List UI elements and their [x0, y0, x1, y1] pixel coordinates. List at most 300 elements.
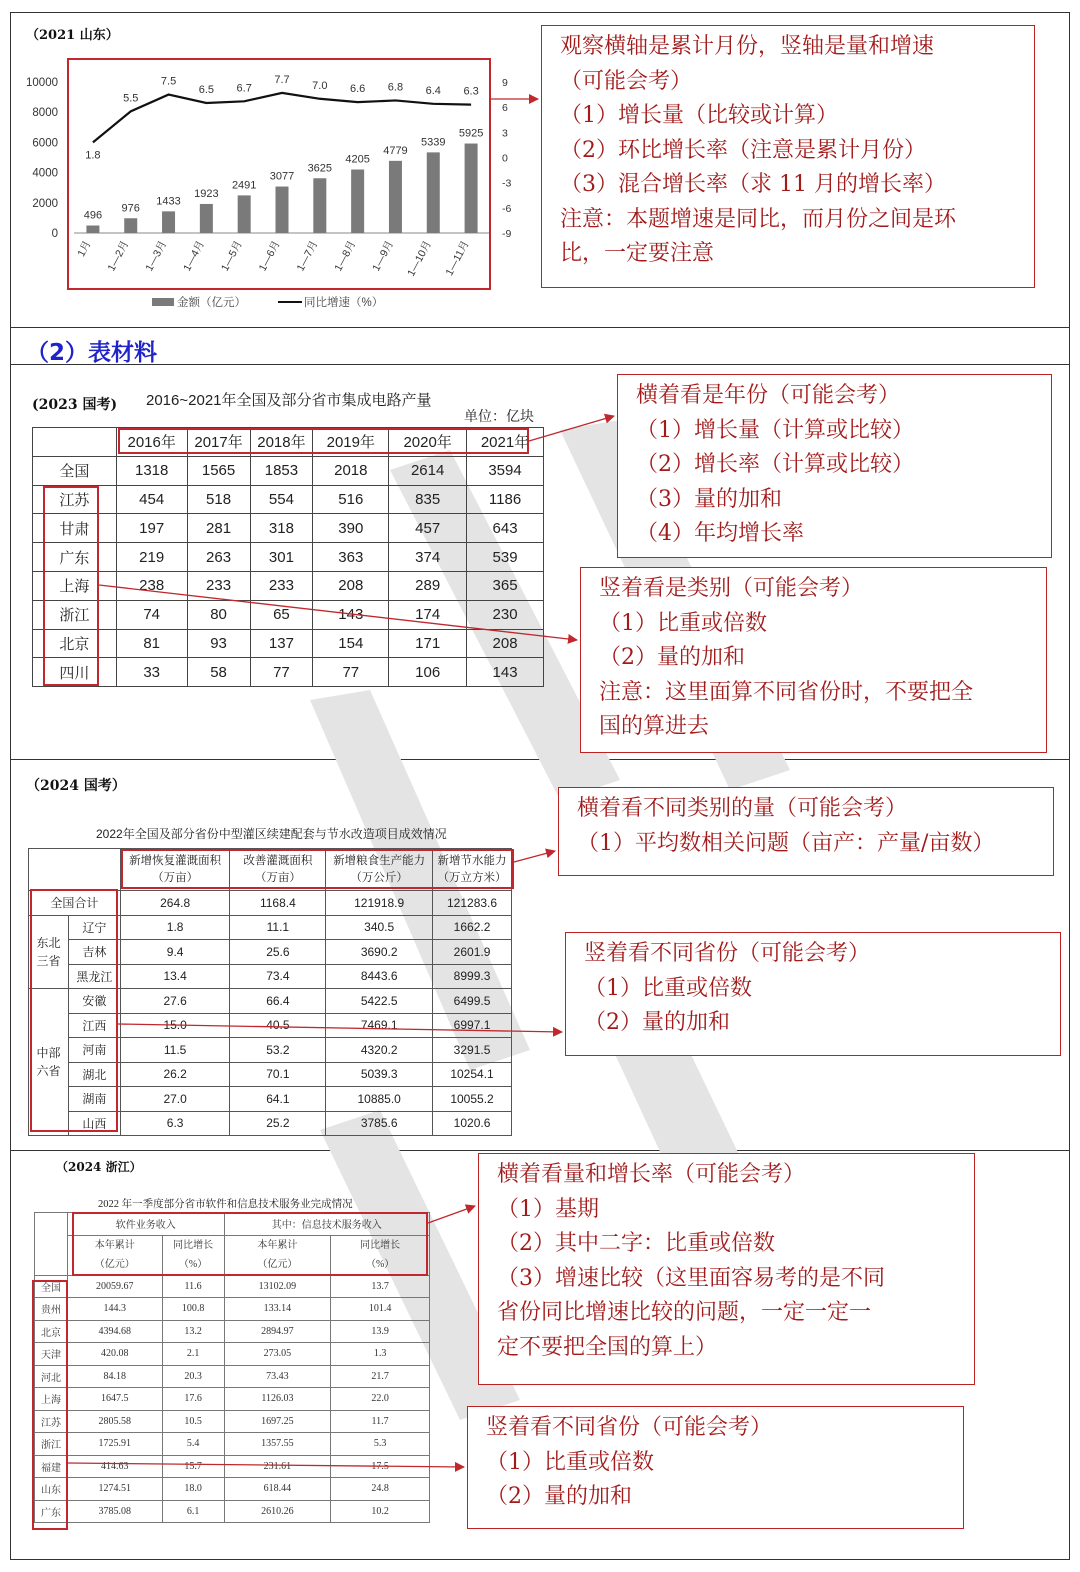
bar-value-label: 2491	[231, 179, 257, 192]
table-row	[35, 1320, 430, 1343]
table-cell: 22.0	[331, 1388, 430, 1411]
table-cell: 289	[389, 571, 467, 600]
table-cell: 5039.3	[326, 1062, 433, 1087]
table-cell: 1168.4	[230, 891, 326, 916]
table-title: 2016~2021年全国及部分省市集成电路产量	[146, 392, 432, 409]
table-row	[33, 514, 544, 543]
source-tag: (2023 国考)	[32, 397, 118, 413]
right-tick-label: 3	[502, 127, 508, 140]
line-value-label: 7.5	[160, 75, 177, 88]
note-line: 横着看不同类别的量（可能会考）	[577, 796, 908, 821]
table-cell: 1.3	[331, 1343, 430, 1366]
category-label: 1月	[75, 238, 94, 259]
table-unit: 单位：亿块	[464, 408, 534, 424]
category-label: 1—8月	[332, 238, 359, 274]
table-cell: 17.5	[331, 1455, 430, 1478]
table-cell: 121918.9	[326, 891, 433, 916]
row-label: 四川	[33, 658, 117, 687]
annotation-note	[617, 374, 1052, 558]
category-label: 1—7月	[294, 238, 321, 274]
table-cell: 1357.55	[224, 1433, 331, 1456]
annotation-note	[565, 932, 1061, 1056]
note-line: （1）增长量（比较或计算）	[560, 103, 838, 128]
note-line: 省份同比增速比较的问题，一定一定一	[497, 1300, 872, 1325]
source-tag: （2024 浙江）	[56, 1160, 142, 1174]
table-cell: 73.4	[230, 964, 326, 989]
table-cell: 230	[467, 600, 544, 629]
table-cell: 1853	[250, 456, 313, 485]
table-row	[33, 658, 544, 687]
header-line: （万亩）	[152, 871, 199, 884]
note-line: 注意：这里面算不同省份时，不要把全	[599, 679, 974, 705]
table-row	[35, 1455, 430, 1478]
table-cell: 5.4	[162, 1433, 224, 1456]
table-cell: 15.0	[120, 1013, 230, 1038]
header-line: （亿元）	[94, 1259, 135, 1270]
table-cell: 2614	[389, 456, 467, 485]
table-cell: 171	[389, 629, 467, 658]
table-row	[33, 456, 544, 485]
table-cell: 2601.9	[433, 940, 512, 965]
category-label: 1—3月	[143, 238, 170, 274]
line-value-label: 6.8	[387, 81, 404, 94]
table-cell: 1697.25	[224, 1410, 331, 1433]
note-line: （2）量的加和	[486, 1484, 632, 1509]
table-cell: 11.1	[230, 915, 326, 940]
table-cell: 80	[187, 600, 250, 629]
group-label-line: 三省	[36, 953, 61, 968]
table-cell: 26.2	[120, 1062, 230, 1087]
table-cell: 1662.2	[433, 915, 512, 940]
note-line: （2）增长率（计算或比较）	[636, 452, 914, 477]
table-cell: 3785.08	[67, 1500, 162, 1523]
annotation-note	[541, 25, 1035, 288]
table-cell: 273.05	[224, 1343, 331, 1366]
highlight-box	[32, 1280, 68, 1530]
column-header: 2016年	[116, 428, 187, 457]
note-line: 竖着看是类别（可能会考）	[599, 576, 864, 601]
header-line: 新增粮食生产能力	[333, 854, 426, 867]
table-cell: 4320.2	[326, 1038, 433, 1063]
table-cell: 7469.1	[326, 1013, 433, 1038]
table-cell: 1565	[187, 456, 250, 485]
note-line: （2）量的加和	[599, 645, 745, 670]
bar-value-label: 5339	[421, 136, 446, 149]
table-cell: 100.8	[162, 1298, 224, 1321]
left-tick-label: 0	[51, 228, 58, 240]
table-cell: 27.6	[120, 989, 230, 1014]
left-tick-label: 4000	[32, 167, 58, 180]
table-row	[35, 1478, 430, 1501]
row-label: 江苏	[33, 485, 117, 514]
note-line: 比，一定要注意	[560, 241, 715, 266]
table-cell: 3291.5	[433, 1038, 512, 1063]
highlight-box	[118, 428, 529, 454]
note-line: （1）增长量（计算或比较）	[636, 417, 914, 443]
table-cell: 2610.26	[224, 1500, 331, 1523]
table-cell: 77	[313, 658, 389, 687]
row-label: 辽宁	[68, 915, 120, 940]
category-label: 1—9月	[370, 238, 397, 274]
table-cell: 2894.97	[224, 1320, 331, 1343]
left-tick-label: 8000	[32, 107, 58, 120]
row-label: 上海	[35, 1388, 68, 1411]
table-cell: 6499.5	[433, 989, 512, 1014]
highlight-box	[43, 486, 99, 686]
corner-cell	[35, 1213, 68, 1276]
table-row	[33, 485, 544, 514]
note-line: （3）量的加和	[636, 486, 782, 512]
table-cell: 25.6	[230, 940, 326, 965]
category-label: 1—2月	[105, 238, 132, 274]
table-cell: 84.18	[67, 1365, 162, 1388]
note-line: （可能会考）	[560, 68, 693, 94]
table-cell: 197	[116, 514, 187, 543]
line-value-label: 6.3	[463, 85, 479, 98]
row-label: 福建	[35, 1455, 68, 1478]
table-cell: 233	[187, 571, 250, 600]
header-line: （万公斤）	[350, 871, 408, 884]
highlight-box	[67, 58, 491, 290]
table-cell: 15.7	[162, 1455, 224, 1478]
line-value-label: 6.7	[236, 82, 252, 95]
row-label: 山东	[35, 1478, 68, 1501]
note-line: 国的算进去	[599, 714, 710, 739]
row-label: 江苏	[35, 1410, 68, 1433]
source-tag: （2021 山东）	[26, 28, 119, 43]
bar-value-label: 1923	[194, 187, 219, 200]
bar-value-label: 1433	[156, 195, 181, 208]
table-cell: 10.2	[331, 1500, 430, 1523]
table-cell: 365	[467, 571, 544, 600]
row-label: 全国	[35, 1275, 68, 1298]
table-row	[33, 600, 544, 629]
header-line: （%）	[365, 1259, 395, 1270]
note-line: 横着看量和增长率（可能会考）	[497, 1162, 806, 1187]
table-title: 2022 年一季度部分省市软件和信息技术服务业完成情况	[98, 1199, 353, 1210]
left-tick-label: 2000	[32, 197, 58, 210]
bar-value-label: 3625	[307, 162, 333, 175]
table-cell: 25.2	[230, 1111, 326, 1136]
group-header: 软件业务收入	[67, 1213, 224, 1236]
table-cell: 420.08	[67, 1343, 162, 1366]
table-cell: 174	[389, 600, 467, 629]
row-label: 河南	[68, 1038, 120, 1063]
note-line: （3）混合增长率（求 11 月的增长率）	[560, 172, 946, 197]
table-cell: 219	[116, 543, 187, 572]
header-line: （万立方米）	[437, 871, 507, 884]
table-cell: 106	[389, 658, 467, 687]
row-label: 全国合计	[29, 891, 121, 916]
table-cell: 13.9	[331, 1320, 430, 1343]
table-cell: 11.7	[331, 1410, 430, 1433]
row-label: 全国	[33, 456, 117, 485]
table-cell: 137	[250, 629, 313, 658]
line-value-label: 5.5	[123, 92, 139, 105]
note-line: 横着看是年份（可能会考）	[636, 383, 901, 408]
line-value-label: 6.4	[425, 84, 441, 97]
header-line: （%）	[178, 1259, 208, 1270]
table-cell: 33	[116, 658, 187, 687]
table-cell: 4394.68	[67, 1320, 162, 1343]
category-label: 1—6月	[256, 238, 283, 274]
table-cell: 11.5	[120, 1038, 230, 1063]
table-row	[35, 1275, 430, 1298]
note-line: （1）比重或倍数	[599, 610, 767, 636]
ic-production-table	[32, 427, 544, 687]
table-cell: 208	[467, 629, 544, 658]
header-line: 新增恢复灌溉面积	[129, 854, 222, 867]
table-cell: 20.3	[162, 1365, 224, 1388]
line-value-label: 7.7	[274, 73, 290, 86]
table-cell: 143	[313, 600, 389, 629]
row-label: 贵州	[35, 1298, 68, 1321]
right-tick-label: -6	[502, 202, 512, 215]
table-cell: 154	[313, 629, 389, 658]
table-cell: 264.8	[120, 891, 230, 916]
table-cell: 454	[116, 485, 187, 514]
table-cell: 457	[389, 514, 467, 543]
table-cell: 1318	[116, 456, 187, 485]
note-line: 竖着看不同省份（可能会考）	[486, 1415, 773, 1440]
table-cell: 8999.3	[433, 964, 512, 989]
section-heading: （2）表材料	[26, 340, 158, 366]
row-label: 上海	[33, 571, 117, 600]
table-cell: 74	[116, 600, 187, 629]
header-line: 本年累计	[94, 1240, 135, 1251]
table-cell: 144.3	[67, 1298, 162, 1321]
note-line: （1）基期	[497, 1196, 599, 1222]
right-tick-label: 6	[502, 102, 508, 115]
bar-value-label: 4205	[345, 153, 370, 166]
table-cell: 18.0	[162, 1478, 224, 1501]
table-cell: 9.4	[120, 940, 230, 965]
table-row	[35, 1410, 430, 1433]
table-cell: 17.6	[162, 1388, 224, 1411]
column-header: 2021年	[467, 428, 544, 457]
table-cell: 5.3	[331, 1433, 430, 1456]
row-label: 甘肃	[33, 514, 117, 543]
table-cell: 133.14	[224, 1298, 331, 1321]
note-line: （2）其中二字：比重或倍数	[497, 1231, 775, 1256]
table-cell: 2018	[313, 456, 389, 485]
row-label: 山西	[68, 1111, 120, 1136]
row-label: 北京	[33, 629, 117, 658]
note-line: （4）年均增长率	[636, 521, 804, 546]
highlight-box	[72, 1212, 428, 1276]
category-label: 1—5月	[218, 238, 245, 274]
row-label: 浙江	[35, 1433, 68, 1456]
header-line: （亿元）	[257, 1259, 298, 1270]
right-tick-label: 9	[502, 77, 508, 89]
line-value-label: 1.8	[85, 149, 101, 162]
table-cell: 208	[313, 571, 389, 600]
table-cell: 233	[250, 571, 313, 600]
table-cell: 5422.5	[326, 989, 433, 1014]
annotation-note	[558, 787, 1054, 876]
header-line: 改善灌溉面积	[243, 854, 313, 867]
bar-value-label: 976	[121, 202, 140, 215]
table-cell: 539	[467, 543, 544, 572]
note-line: 定不要把全国的算上）	[497, 1334, 718, 1360]
table-cell: 121283.6	[433, 891, 512, 916]
table-cell: 40.5	[230, 1013, 326, 1038]
legend-label: 金额（亿元）	[177, 297, 246, 309]
table-cell: 618.44	[224, 1478, 331, 1501]
highlight-box	[30, 889, 118, 1132]
table-cell: 554	[250, 485, 313, 514]
table-row	[35, 1433, 430, 1456]
row-label: 吉林	[68, 940, 120, 965]
table-cell: 21.7	[331, 1365, 430, 1388]
table-cell: 363	[313, 543, 389, 572]
table-cell: 24.8	[331, 1478, 430, 1501]
table-cell: 1647.5	[67, 1388, 162, 1411]
table-cell: 143	[467, 658, 544, 687]
table-cell: 70.1	[230, 1062, 326, 1087]
table-cell: 10254.1	[433, 1062, 512, 1087]
header-line: 本年累计	[257, 1240, 298, 1251]
note-line: （2）量的加和	[584, 1010, 730, 1035]
table-cell: 6.1	[162, 1500, 224, 1523]
note-line: （3）增速比较（这里面容易考的是不同	[497, 1265, 885, 1291]
note-line: （1）平均数相关问题（亩产：产量/亩数）	[577, 830, 995, 856]
bar-value-label: 5925	[458, 127, 484, 140]
annotation-note	[580, 567, 1047, 753]
table-cell: 66.4	[230, 989, 326, 1014]
table-cell: 3594	[467, 456, 544, 485]
row-label: 天津	[35, 1343, 68, 1366]
note-line: 注意：本题增速是同比，而月份之间是环	[560, 206, 957, 232]
line-value-label: 6.5	[198, 83, 215, 96]
table-cell: 643	[467, 514, 544, 543]
table-row	[35, 1365, 430, 1388]
table-cell: 1020.6	[433, 1111, 512, 1136]
column-header: 2019年	[313, 428, 389, 457]
note-line: 观察横轴是累计月份，竖轴是量和增速	[560, 34, 935, 59]
line-value-label: 6.6	[349, 83, 366, 96]
row-label: 广东	[35, 1500, 68, 1523]
highlight-box	[121, 849, 514, 889]
table-cell: 3785.6	[326, 1111, 433, 1136]
table-cell: 53.2	[230, 1038, 326, 1063]
legend-bar-swatch	[152, 298, 174, 306]
header-line: 新增节水能力	[437, 854, 507, 867]
bar-value-label: 4779	[383, 144, 408, 157]
table-row	[35, 1343, 430, 1366]
table-cell: 13102.09	[224, 1275, 331, 1298]
table-cell: 414.63	[67, 1455, 162, 1478]
table-title: 2022年全国及部分省份中型灌区续建配套与节水改造项目成效情况	[96, 827, 447, 841]
row-label: 北京	[35, 1320, 68, 1343]
table-cell: 318	[250, 514, 313, 543]
table-cell: 10885.0	[326, 1087, 433, 1112]
table-cell: 13.7	[331, 1275, 430, 1298]
table-cell: 1725.91	[67, 1433, 162, 1456]
table-cell: 20059.67	[67, 1275, 162, 1298]
table-cell: 65	[250, 600, 313, 629]
table-row	[35, 1500, 430, 1523]
group-label-line: 东北	[36, 935, 61, 950]
table-row	[33, 571, 544, 600]
table-cell: 518	[187, 485, 250, 514]
legend-label: 同比增速（%）	[304, 297, 384, 309]
table-cell: 58	[187, 658, 250, 687]
table-cell: 77	[250, 658, 313, 687]
line-value-label: 7.0	[312, 79, 328, 92]
column-header: 2020年	[389, 428, 467, 457]
note-line: （2）环比增长率（注意是累计月份）	[560, 137, 926, 163]
right-tick-label: -9	[502, 228, 512, 240]
row-label: 湖南	[68, 1087, 120, 1112]
header-line: （万亩）	[254, 871, 301, 884]
row-label: 湖北	[68, 1062, 120, 1087]
table-cell: 81	[116, 629, 187, 658]
left-tick-label: 10000	[26, 77, 58, 89]
table-cell: 1186	[467, 485, 544, 514]
row-label: 浙江	[33, 600, 117, 629]
table-cell: 231.61	[224, 1455, 331, 1478]
row-label: 河北	[35, 1365, 68, 1388]
table-row	[33, 543, 544, 572]
corner-cell	[29, 849, 121, 891]
table-cell: 3690.2	[326, 940, 433, 965]
table-cell: 11.6	[162, 1275, 224, 1298]
source-tag: （2024 国考）	[26, 778, 126, 794]
right-tick-label: -3	[502, 177, 512, 190]
table-cell: 516	[313, 485, 389, 514]
left-tick-label: 6000	[32, 137, 58, 150]
note-line: （1）比重或倍数	[584, 975, 752, 1001]
table-cell: 340.5	[326, 915, 433, 940]
row-label: 江西	[68, 1013, 120, 1038]
table-row	[35, 1388, 430, 1411]
group-header: 其中：信息技术服务收入	[224, 1213, 429, 1236]
row-label: 广东	[33, 543, 117, 572]
note-line: 竖着看不同省份（可能会考）	[584, 941, 871, 966]
group-label-line: 六省	[36, 1064, 61, 1078]
table-cell: 301	[250, 543, 313, 572]
table-cell: 1274.51	[67, 1478, 162, 1501]
table-cell: 390	[313, 514, 389, 543]
table-cell: 73.43	[224, 1365, 331, 1388]
table-cell: 1.8	[120, 915, 230, 940]
row-label: 黑龙江	[68, 964, 120, 989]
table-cell: 10.5	[162, 1410, 224, 1433]
bar-value-label: 3077	[269, 170, 295, 183]
table-cell: 8443.6	[326, 964, 433, 989]
annotation-note	[467, 1406, 964, 1529]
table-cell: 281	[187, 514, 250, 543]
column-header: 2017年	[187, 428, 250, 457]
table-cell: 263	[187, 543, 250, 572]
row-label: 安徽	[68, 989, 120, 1014]
table-row	[33, 629, 544, 658]
table-cell: 64.1	[230, 1087, 326, 1112]
table-cell: 13.2	[162, 1320, 224, 1343]
table-row	[35, 1298, 430, 1321]
header-line: 同比增长	[173, 1240, 214, 1251]
table-cell: 101.4	[331, 1298, 430, 1321]
table-cell: 6.3	[120, 1111, 230, 1136]
annotation-note	[478, 1153, 975, 1385]
header-line: 同比增长	[360, 1240, 401, 1251]
note-line: （1）比重或倍数	[486, 1449, 654, 1475]
table-cell: 2.1	[162, 1343, 224, 1366]
table-cell: 2805.58	[67, 1410, 162, 1433]
column-header: 2018年	[250, 428, 313, 457]
table-cell: 10055.2	[433, 1087, 512, 1112]
